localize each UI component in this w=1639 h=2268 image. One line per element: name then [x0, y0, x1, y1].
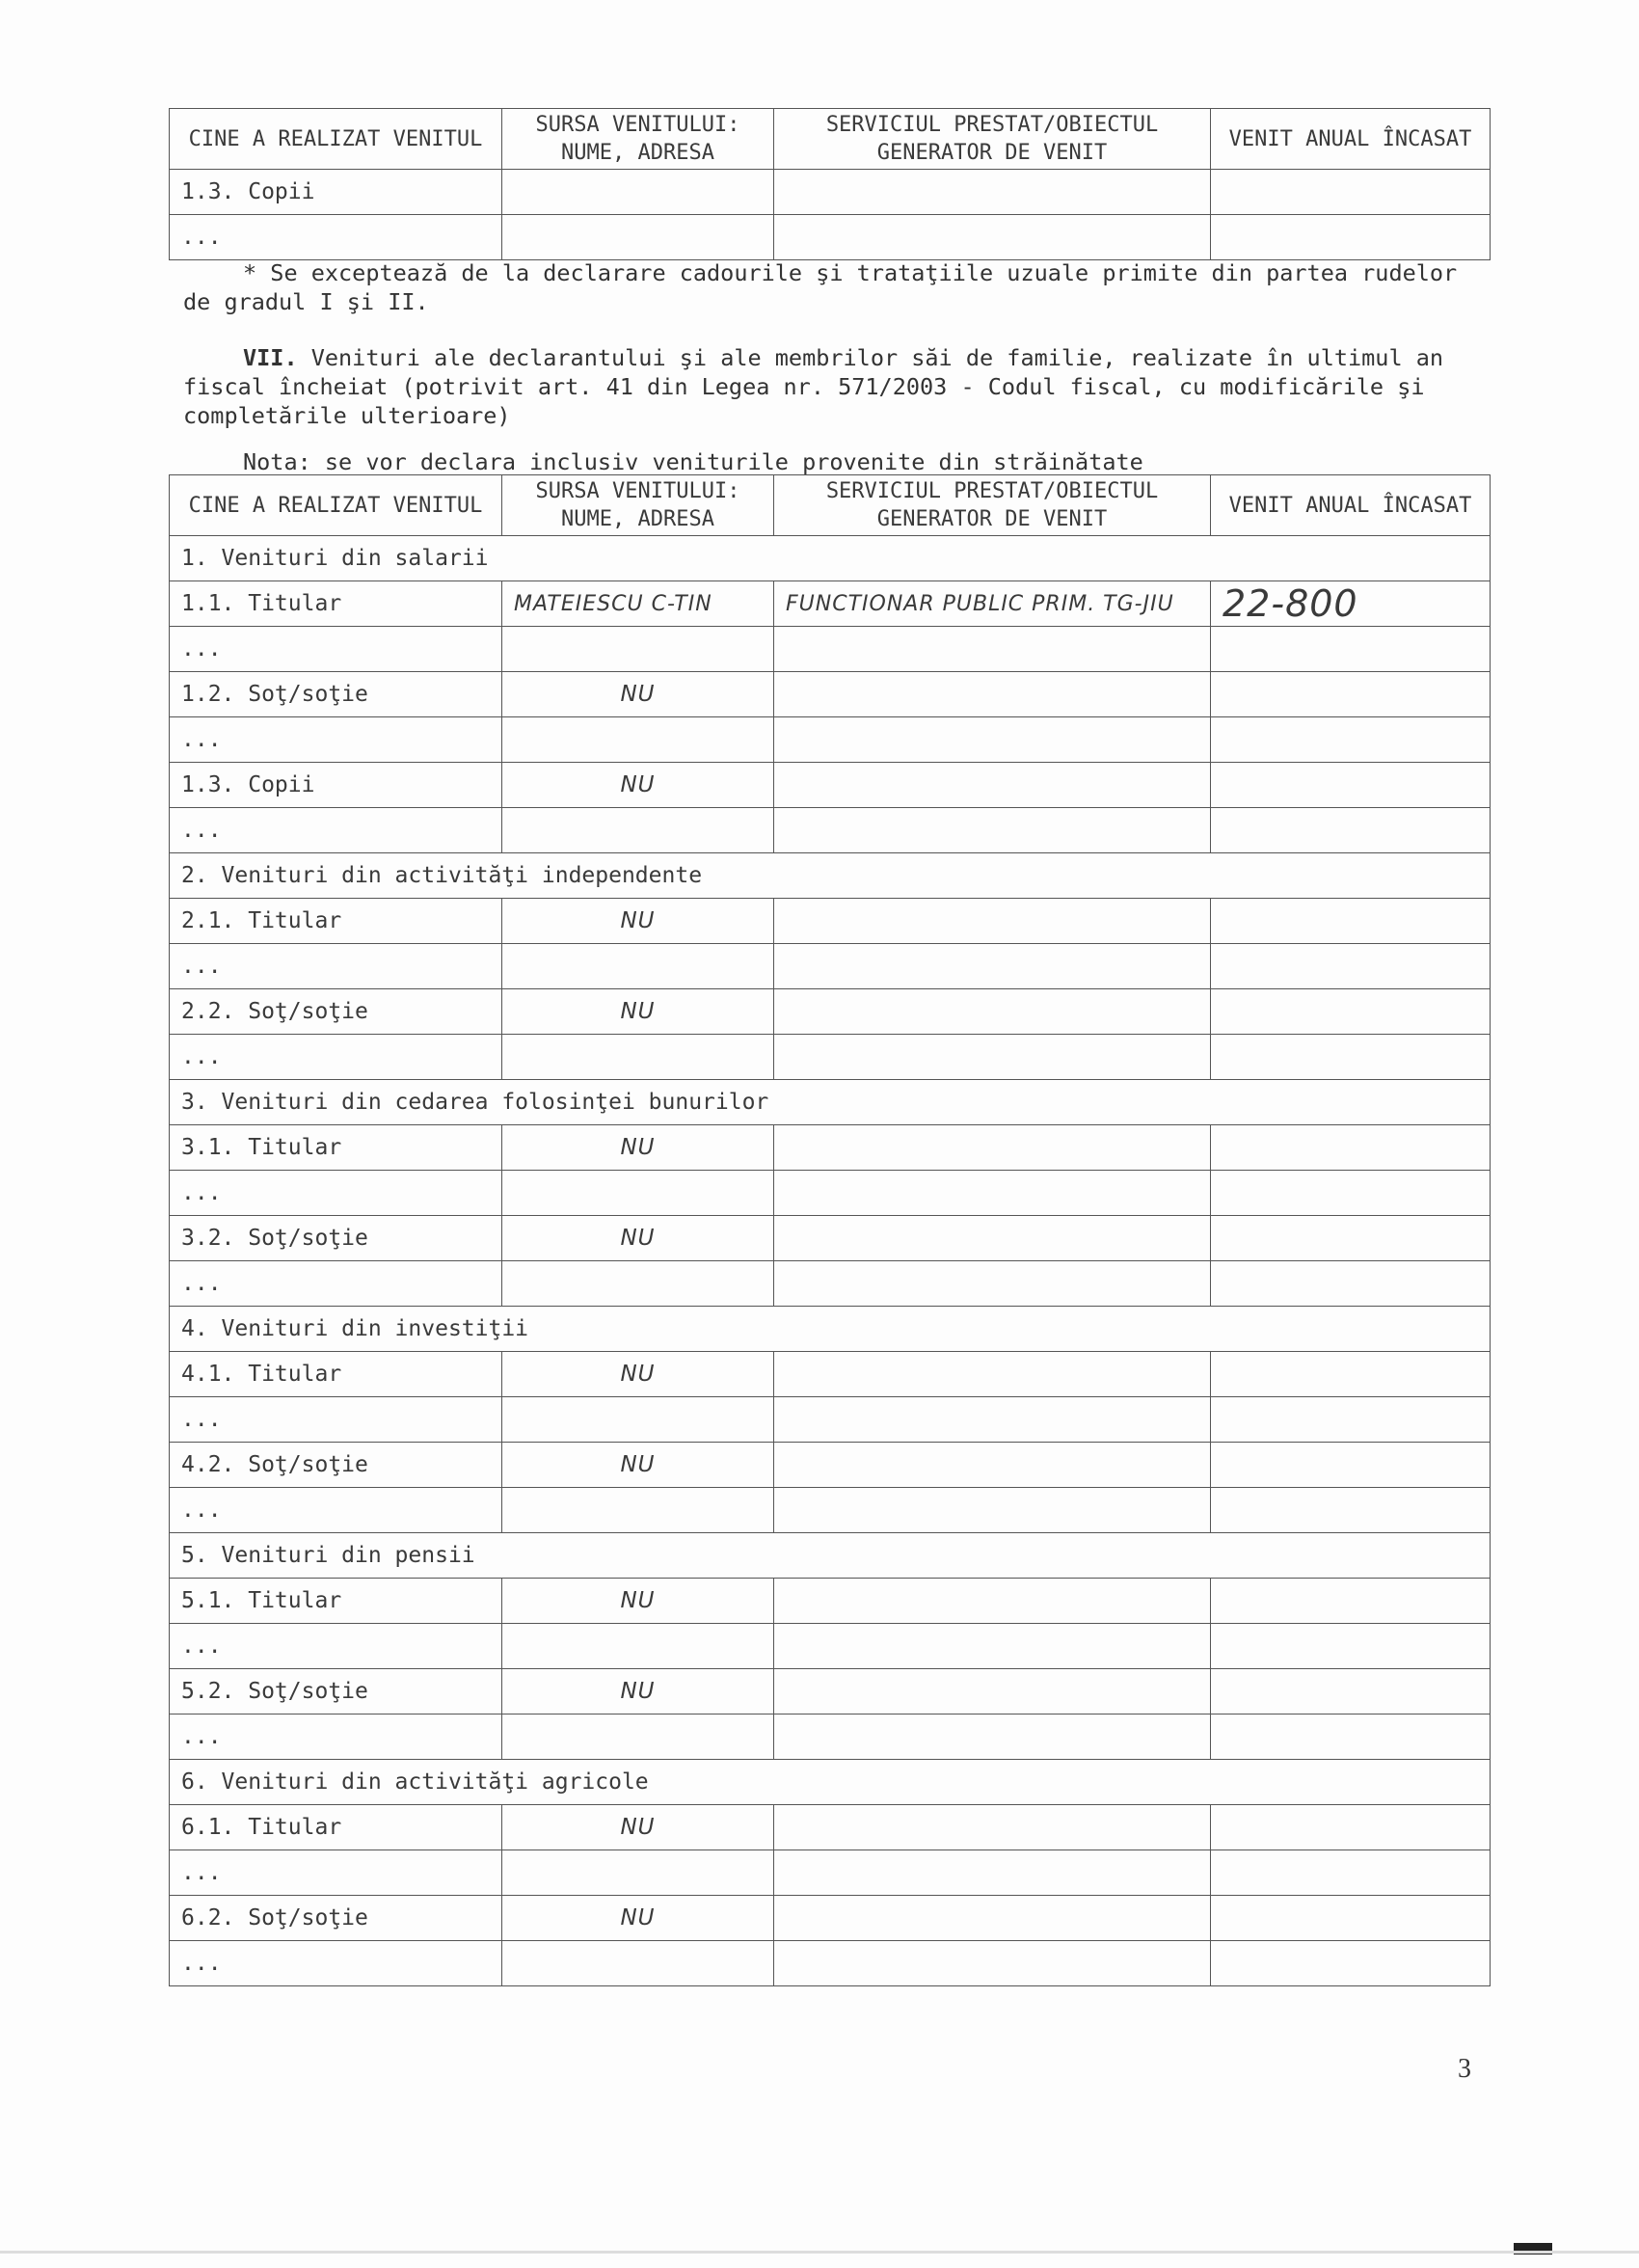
- cell-service: [774, 1035, 1211, 1080]
- cell-source: [502, 1941, 774, 1986]
- cell-income: [1211, 1261, 1491, 1307]
- table-row: [170, 763, 1491, 808]
- cell-service: [774, 1171, 1211, 1216]
- cell-source: [502, 1624, 774, 1669]
- header-service: SERVICIUL PRESTAT/OBIECTUL GENERATOR DE VENIT: [774, 109, 1211, 170]
- cell-service: [774, 944, 1211, 989]
- cell-service: [774, 1941, 1211, 1986]
- income-table: [169, 474, 1491, 1986]
- table-header-row: [170, 475, 1491, 536]
- cell-who: ...: [170, 944, 502, 989]
- section-row: [170, 536, 1491, 581]
- cell-income: [1211, 627, 1491, 672]
- cell-service: [774, 1261, 1211, 1307]
- section-number: VII.: [243, 344, 298, 371]
- nota: Nota: se vor declara inclusiv veniturile provenite din străinătate: [243, 448, 1143, 475]
- section-vii-heading: [183, 343, 1485, 430]
- top-table: [169, 108, 1491, 260]
- header-source: SURSA VENITULUI: NUME, ADRESA: [502, 109, 774, 170]
- table-row: [170, 1941, 1491, 1986]
- section-title: 2. Venituri din activităţi independente: [170, 853, 1491, 899]
- cell-income: [1211, 1488, 1491, 1533]
- cell-service: [774, 1669, 1211, 1714]
- cell-source: NU: [502, 1805, 774, 1850]
- cell-source: [502, 944, 774, 989]
- header-income: VENIT ANUAL ÎNCASAT: [1211, 109, 1491, 170]
- section-row: [170, 853, 1491, 899]
- cell-service: [774, 899, 1211, 944]
- cell-income: [1211, 1579, 1491, 1624]
- table-row: [170, 1579, 1491, 1624]
- cell-who: ...: [170, 1714, 502, 1760]
- cell-who: ...: [170, 1171, 502, 1216]
- table-row: [170, 989, 1491, 1035]
- cell-source: NU: [502, 1669, 774, 1714]
- cell-who: 4.1. Titular: [170, 1352, 502, 1397]
- cell-service: [774, 717, 1211, 763]
- cell-service: [774, 1352, 1211, 1397]
- cell-service: [774, 1443, 1211, 1488]
- cell-income: [1211, 672, 1491, 717]
- section-title: 5. Venituri din pensii: [170, 1533, 1491, 1579]
- cell-who: ...: [170, 215, 502, 260]
- cell-who: 6.1. Titular: [170, 1805, 502, 1850]
- cell-source: MATEIESCU C-TIN: [502, 581, 774, 627]
- cell-income: [1211, 170, 1491, 215]
- cell-source: [502, 1397, 774, 1443]
- table-row: [170, 1125, 1491, 1171]
- cell-source: NU: [502, 1352, 774, 1397]
- cell-income: [1211, 1125, 1491, 1171]
- cell-who: 4.2. Soţ/soţie: [170, 1443, 502, 1488]
- cell-service: [774, 1850, 1211, 1896]
- section-row: [170, 1760, 1491, 1805]
- header-income: VENIT ANUAL ÎNCASAT: [1211, 475, 1491, 536]
- cell-who: 5.2. Soţ/soţie: [170, 1669, 502, 1714]
- section-row: [170, 1533, 1491, 1579]
- table-row: [170, 627, 1491, 672]
- cell-service: [774, 1714, 1211, 1760]
- cell-who: 1.1. Titular: [170, 581, 502, 627]
- table-row: [170, 1669, 1491, 1714]
- cell-source: NU: [502, 1125, 774, 1171]
- cell-service: [774, 1805, 1211, 1850]
- table-row: [170, 808, 1491, 853]
- cell-service: [774, 1624, 1211, 1669]
- cell-who: 6.2. Soţ/soţie: [170, 1896, 502, 1941]
- header-who: CINE A REALIZAT VENITUL: [170, 475, 502, 536]
- header-who: CINE A REALIZAT VENITUL: [170, 109, 502, 170]
- table-row: [170, 1397, 1491, 1443]
- cell-source: [502, 215, 774, 260]
- cell-who: 1.3. Copii: [170, 763, 502, 808]
- scan-edge: [0, 2251, 1639, 2254]
- cell-source: [502, 1850, 774, 1896]
- header-source: SURSA VENITULUI: NUME, ADRESA: [502, 475, 774, 536]
- cell-source: NU: [502, 899, 774, 944]
- page-number: 3: [1458, 2054, 1471, 2084]
- table-row: [170, 1261, 1491, 1307]
- cell-income: [1211, 1443, 1491, 1488]
- cell-income: [1211, 1669, 1491, 1714]
- table-row: [170, 1443, 1491, 1488]
- section-title: 6. Venituri din activităţi agricole: [170, 1760, 1491, 1805]
- cell-income: [1211, 944, 1491, 989]
- cell-service: [774, 627, 1211, 672]
- cell-who: ...: [170, 1850, 502, 1896]
- section-row: [170, 1307, 1491, 1352]
- cell-service: [774, 1216, 1211, 1261]
- cell-service: [774, 672, 1211, 717]
- cell-income: [1211, 717, 1491, 763]
- cell-income: [1211, 1941, 1491, 1986]
- cell-income: [1211, 215, 1491, 260]
- cell-service: [774, 1896, 1211, 1941]
- cell-service: [774, 1125, 1211, 1171]
- cell-service: [774, 170, 1211, 215]
- table-row: [170, 717, 1491, 763]
- cell-source: [502, 717, 774, 763]
- cell-income: [1211, 1216, 1491, 1261]
- cell-source: NU: [502, 1216, 774, 1261]
- cell-service: FUNCTIONAR PUBLIC PRIM. TG-JIU: [774, 581, 1211, 627]
- income-table-body: [170, 536, 1491, 1986]
- cell-income: [1211, 989, 1491, 1035]
- cell-source: NU: [502, 989, 774, 1035]
- table-row: [170, 1171, 1491, 1216]
- cell-who: ...: [170, 627, 502, 672]
- table-row: [170, 944, 1491, 989]
- section-title: 4. Venituri din investiţii: [170, 1307, 1491, 1352]
- cell-who: ...: [170, 1261, 502, 1307]
- cell-who: ...: [170, 1397, 502, 1443]
- cell-source: NU: [502, 672, 774, 717]
- cell-source: NU: [502, 1443, 774, 1488]
- cell-income: [1211, 1352, 1491, 1397]
- cell-income: [1211, 808, 1491, 853]
- cell-who: 2.1. Titular: [170, 899, 502, 944]
- cell-who: ...: [170, 1035, 502, 1080]
- cell-who: ...: [170, 717, 502, 763]
- header-service: SERVICIUL PRESTAT/OBIECTUL GENERATOR DE VENIT: [774, 475, 1211, 536]
- cell-who: 1.3. Copii: [170, 170, 502, 215]
- cell-service: [774, 989, 1211, 1035]
- cell-income: 22-800: [1211, 581, 1491, 627]
- cell-service: [774, 1579, 1211, 1624]
- table-row: [170, 1488, 1491, 1533]
- table-row: [170, 1216, 1491, 1261]
- cell-source: [502, 170, 774, 215]
- cell-income: [1211, 1171, 1491, 1216]
- table-row: [170, 899, 1491, 944]
- cell-source: NU: [502, 1579, 774, 1624]
- section-title: 1. Venituri din salarii: [170, 536, 1491, 581]
- table-row: [170, 1352, 1491, 1397]
- cell-source: [502, 1714, 774, 1760]
- cell-who: 1.2. Soţ/soţie: [170, 672, 502, 717]
- table-row: [170, 1035, 1491, 1080]
- cell-service: [774, 1397, 1211, 1443]
- table-row: [170, 1624, 1491, 1669]
- cell-who: ...: [170, 1624, 502, 1669]
- cell-income: [1211, 1397, 1491, 1443]
- cell-source: [502, 1488, 774, 1533]
- cell-who: ...: [170, 808, 502, 853]
- cell-source: [502, 1171, 774, 1216]
- cell-income: [1211, 1896, 1491, 1941]
- cell-source: [502, 1035, 774, 1080]
- cell-who: ...: [170, 1488, 502, 1533]
- table-row: [170, 1896, 1491, 1941]
- cell-who: 5.1. Titular: [170, 1579, 502, 1624]
- table-row: [170, 215, 1491, 260]
- table-row: [170, 1850, 1491, 1896]
- section-row: [170, 1080, 1491, 1125]
- cell-source: NU: [502, 763, 774, 808]
- cell-income: [1211, 1850, 1491, 1896]
- cell-income: [1211, 1035, 1491, 1080]
- cell-income: [1211, 763, 1491, 808]
- table-header-row: [170, 109, 1491, 170]
- section-title: 3. Venituri din cedarea folosinţei bunurilor: [170, 1080, 1491, 1125]
- table-row: [170, 581, 1491, 627]
- cell-income: [1211, 899, 1491, 944]
- table-row: [170, 1714, 1491, 1760]
- cell-service: [774, 763, 1211, 808]
- cell-source: NU: [502, 1896, 774, 1941]
- section-text: Venituri ale declarantului şi ale membrilor săi de familie, realizate în ultimul an fiscal încheiat (potrivit art. 41 din Legea nr. 571/2003 - Codul fiscal, cu modificările şi completările ulterioare): [183, 344, 1444, 429]
- cell-income: [1211, 1714, 1491, 1760]
- cell-who: 3.2. Soţ/soţie: [170, 1216, 502, 1261]
- cell-who: 3.1. Titular: [170, 1125, 502, 1171]
- cell-income: [1211, 1805, 1491, 1850]
- cell-service: [774, 215, 1211, 260]
- cell-source: [502, 808, 774, 853]
- table-row: [170, 672, 1491, 717]
- cell-income: [1211, 1624, 1491, 1669]
- cell-source: [502, 1261, 774, 1307]
- cell-service: [774, 808, 1211, 853]
- cell-service: [774, 1488, 1211, 1533]
- table-row: [170, 1805, 1491, 1850]
- table-row: [170, 170, 1491, 215]
- footnote: * Se exceptează de la declarare cadourile şi trataţiile uzuale primite din partea rudelor de gradul I şi II.: [183, 259, 1458, 315]
- cell-who: 2.2. Soţ/soţie: [170, 989, 502, 1035]
- cell-source: [502, 627, 774, 672]
- cell-who: ...: [170, 1941, 502, 1986]
